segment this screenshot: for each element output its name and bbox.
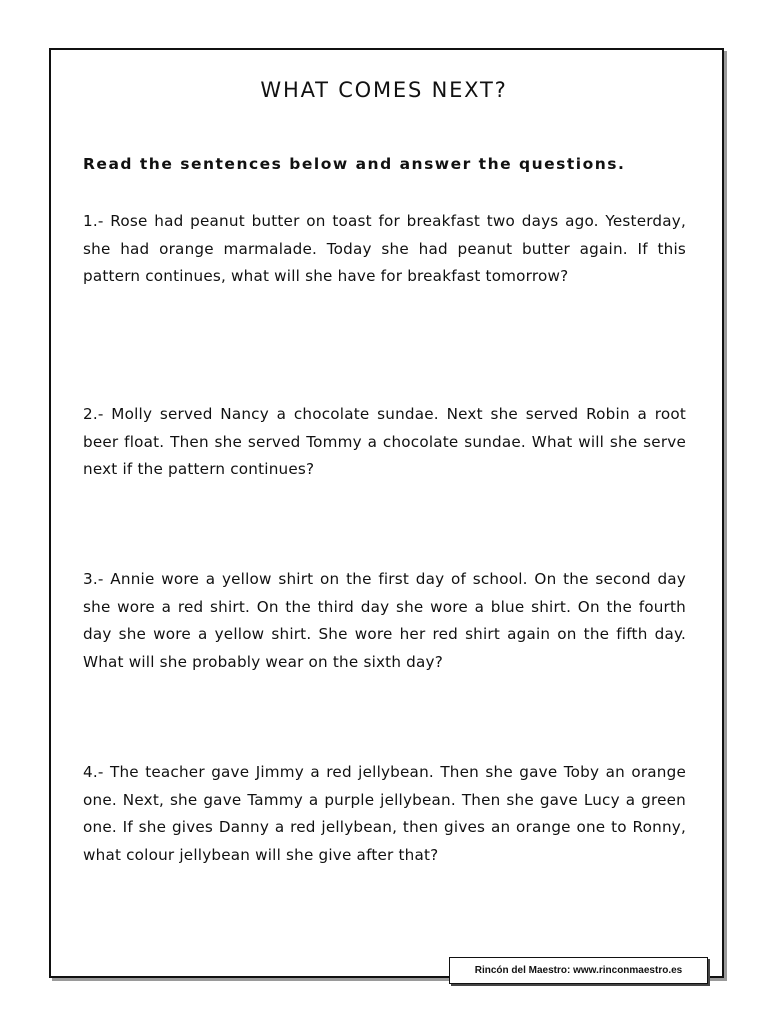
worksheet-title: WHAT COMES NEXT? (260, 78, 508, 102)
instructions: Read the sentences below and answer the questions. (83, 155, 626, 173)
question-3: 3.- Annie wore a yellow shirt on the first day of school. On the second day she wore a red shirt. On the third day she wore a blue shirt. On the fourth day she wore a yellow shirt. She wore her red shirt again on the fifth day. What will she probably wear on the sixth day? (83, 570, 686, 671)
question-4: 4.- The teacher gave Jimmy a red jellybean. Then she gave Toby an orange one. Next, she gave Tammy a purple jellybean. Then she gave Lucy a green one. If she gives Danny a red jellybean, then gives an orange one to Ronny, what colour jellybean will she give after that? (83, 763, 686, 864)
footer-credit-box (449, 957, 708, 984)
footer-credit: Rincón del Maestro: www.rinconmaestro.es (474, 965, 683, 976)
question-2: 2.- Molly served Nancy a chocolate sundae. Next she served Robin a root beer float. Then she served Tommy a chocolate sundae. What will she serve next if the pattern continues? (83, 405, 686, 479)
question-1: 1.- Rose had peanut butter on toast for breakfast two days ago. Yesterday, she had orange marmalade. Today she had peanut butter again. If this pattern continues, what will she have for breakfast tomorrow? (83, 212, 686, 286)
